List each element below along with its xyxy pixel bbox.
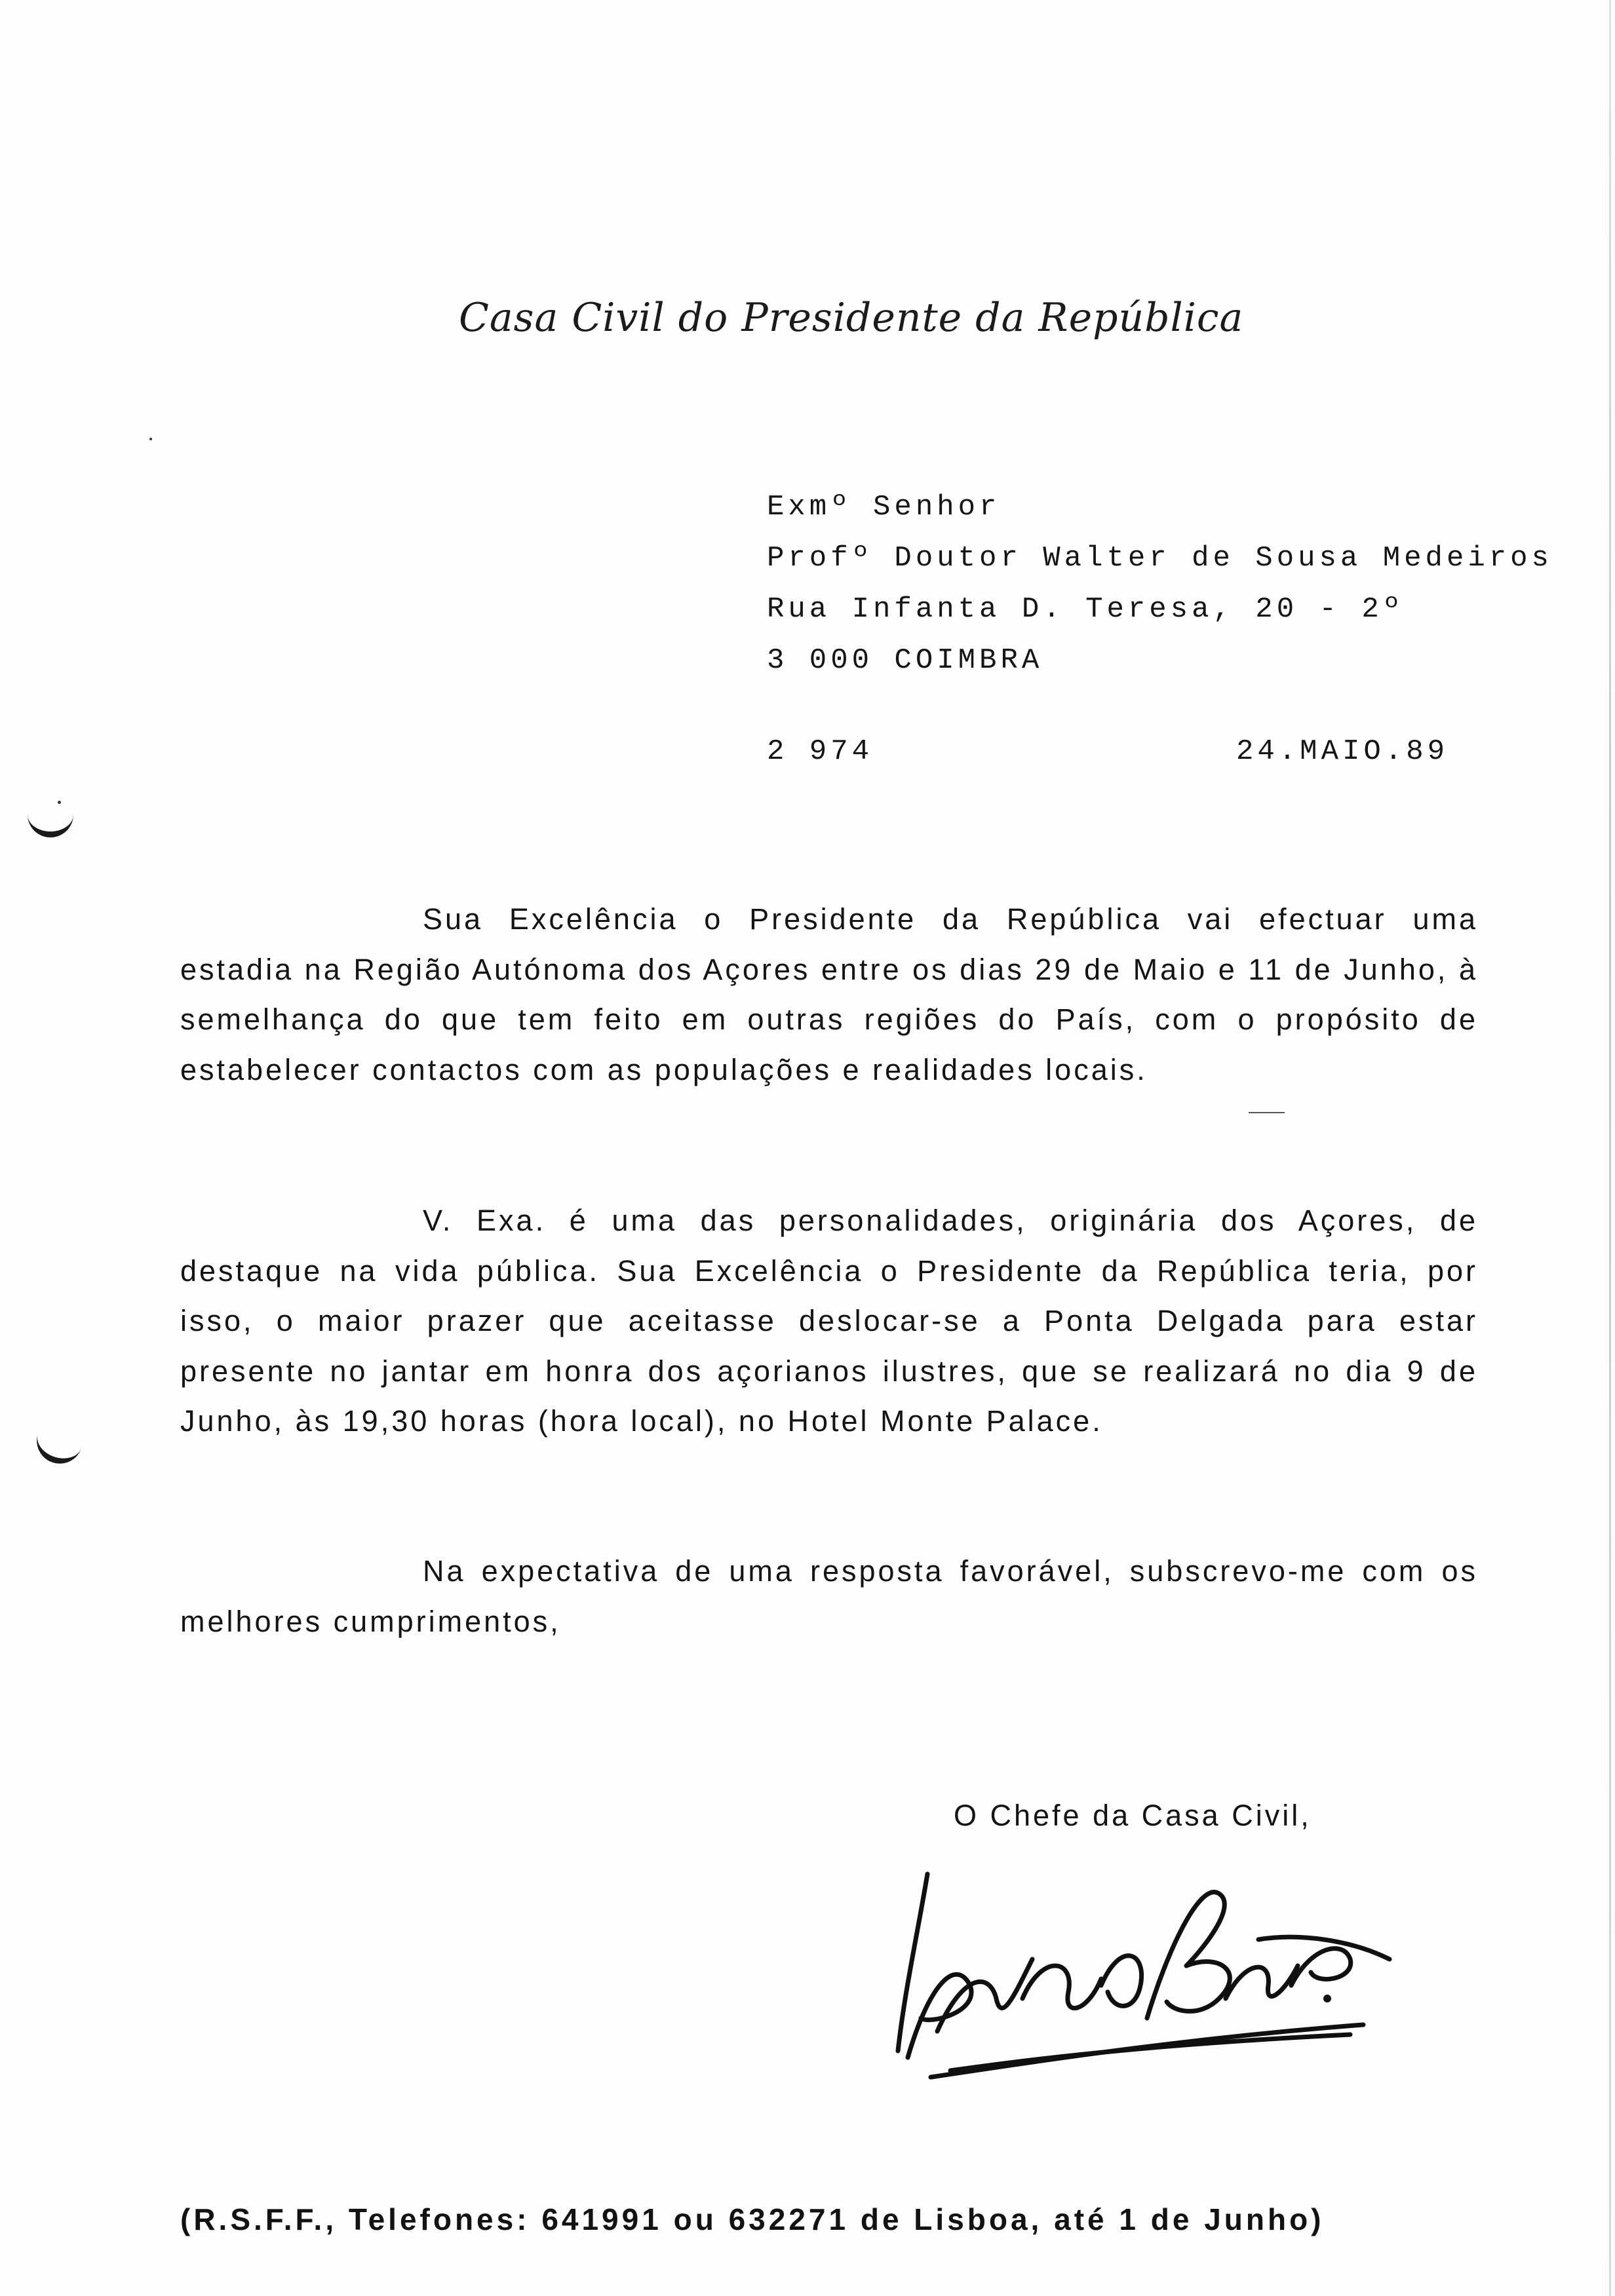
body-paragraph-1: Sua Excelência o Presidente da República vai efectuar uma estadia na Região Autónoma dos Açores entre os dias 29 de Maio e 11 de Junho, à semelhança do que tem feito em outras regiões do País, com o propósito de estabelecer contactos com as populações e realidades locais. — [180, 902, 1478, 1086]
reference-row — [767, 729, 1449, 775]
recipient-city: 3 000 COIMBRA — [767, 644, 1043, 677]
handwritten-signature — [891, 1861, 1403, 2097]
footer-note: (R.S.F.F., Telefones: 641991 ou 632271 de Lisboa, até 1 de Junho) — [180, 2202, 1325, 2236]
scan-ink-mark — [1249, 1112, 1285, 1113]
punch-hole-mark-top — [28, 809, 73, 837]
recipient-salutation: Exmº Senhor — [767, 491, 1001, 524]
letterhead: Casa Civil do Presidente da República — [459, 295, 1244, 341]
body-paragraph-2: V. Exa. é uma das personalidades, originária dos Açores, de destaque na vida pública. Sua Excelência o Presidente da República teria, por isso, o maior prazer que aceitasse deslocar-se a Ponta Delgada para estar presente no jantar em honra dos açorianos ilustres, que se realizará no dia 9 de Junho, às 19,30 horas (hora local), no Hotel Monte Palace. — [180, 1204, 1478, 1438]
recipient-street: Rua Infanta D. Teresa, 20 - 2º — [767, 593, 1405, 626]
letter-date: 24.MAIO.89 — [1236, 735, 1449, 768]
scan-speck — [149, 438, 152, 440]
body-paragraph-3: Na expectativa de uma resposta favorável, subscrevo-me com os melhores cumprimentos, — [180, 1554, 1478, 1638]
closing-line: O Chefe da Casa Civil, — [954, 1799, 1312, 1832]
reference-number: 2 974 — [767, 735, 874, 768]
scan-edge-line — [1609, 0, 1611, 2296]
scan-speck — [58, 801, 61, 804]
recipient-address — [767, 482, 1553, 686]
punch-hole-mark-bottom — [31, 1428, 83, 1470]
recipient-name: Profº Doutor Walter de Sousa Medeiros — [767, 542, 1553, 575]
